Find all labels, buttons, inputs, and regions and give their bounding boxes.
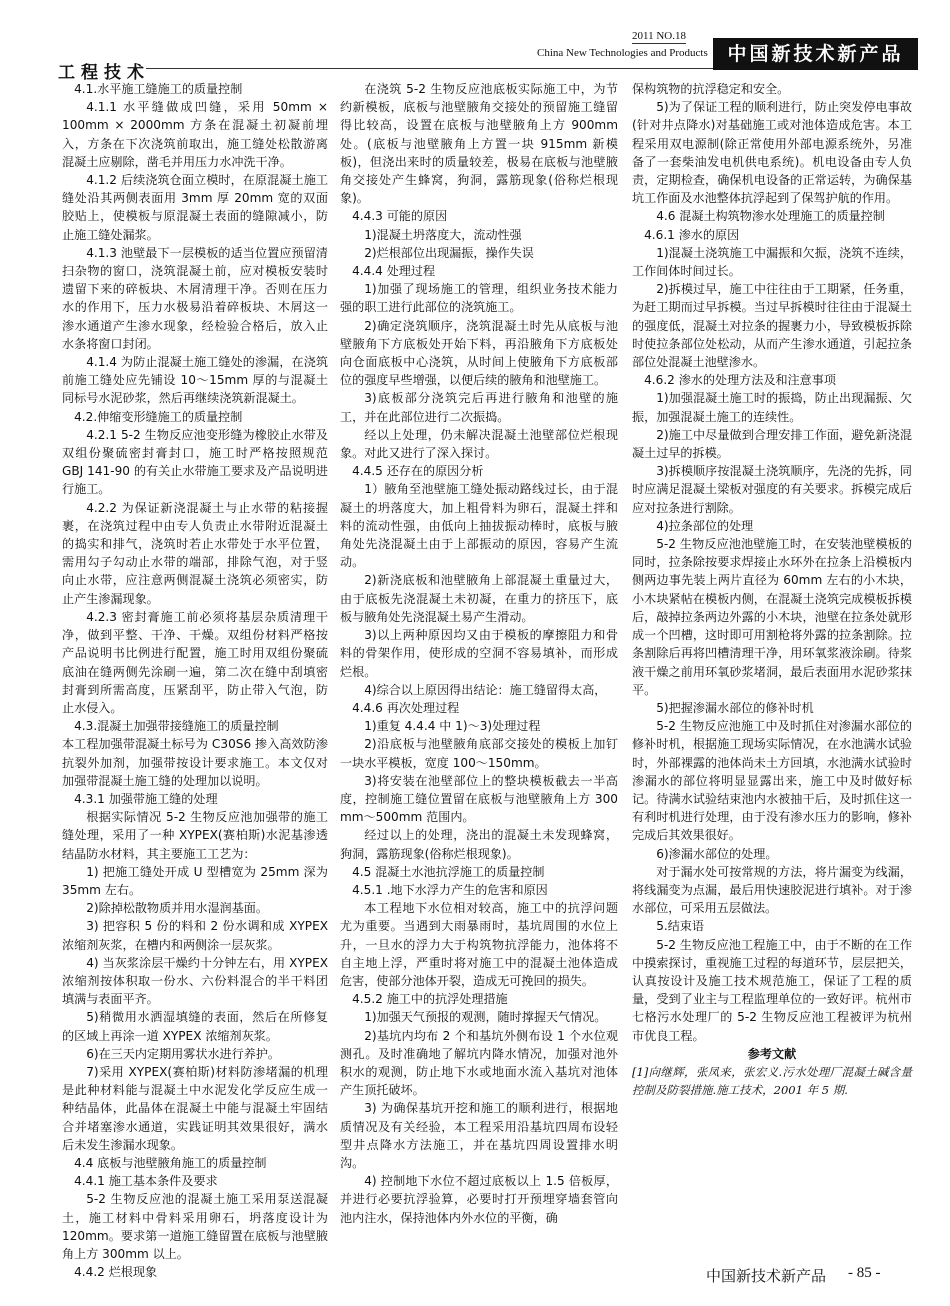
body-paragraph: 1)混凝土坍落度大，流动性强 (364, 227, 522, 242)
body-paragraph: 本工程地下水位相对较高，施工中的抗浮问题尤为重要。当遇到大雨暴雨时，基坑周围的水位上升，一旦水的浮力大于构筑物抗浮能力，池体将不自主地上浮，严重时将对施工中的混凝土池体造成危害，使部分池体开裂，造成无可挽回的损失。 (340, 901, 618, 988)
body-paragraph: 4.2.1 5-2 生物反应池变形缝为橡胶止水带及双组份聚硫密封膏封口，施工时严格按照规范 GBJ 141-90 的有关止水带施工要求及产品说明进行施工。 (62, 427, 328, 497)
body-paragraph: 2)基坑内均布 2 个和基坑外侧布设 1 个水位观测孔。及时准确地了解坑内降水情况，加强对池外积水的观测，防止地下水或地面水流入基坑对池体产生顶托破坏。 (340, 1028, 618, 1098)
body-paragraph: 5)稍微用水洒湿填缝的表面，然后在所修复的区域上再涂一道 XYPEX 浓缩剂灰浆。 (62, 1010, 328, 1043)
body-paragraph: 4.6 混凝土构筑物渗水处理施工的质量控制 (656, 209, 885, 224)
reference-entry: [1]向继辉，张凤来，张宏义.污水处理厂混凝土碱含量控制及防裂措施.施工技术，2001 年 5 期. (632, 1064, 912, 1098)
body-paragraph: 1)重复 4.4.4 中 1)～3)处理过程 (364, 719, 541, 734)
body-paragraph: 5)把握渗漏水部位的修补时机 (656, 700, 814, 715)
body-paragraph: 5-2 生物反应池池壁施工时，在安装池壁模板的同时，拉条除按要求焊接止水环外在拉条上沿模板内侧两边事先装上两片直径为 60mm 左右的小木块，小木块紧帖在模板内侧，在混凝土浇筑完成模板拆模后，敲掉拉条两边外露的小木块，池壁在拉条处就形成一个凹槽，这时即可用割枪将外露的拉条割除。拉条割除后再将凹槽清理干净，用环氧浆液涂刷。待浆液干燥之前用环氧砂浆堵洞，最后表面用水泥砂浆抹平。 (632, 537, 912, 697)
body-paragraph: 5)为了保证工程的顺利进行，防止突发停电事故(针对井点降水)对基础施工或对池体造成危害。本工程采用双电源制(除正常使用外部电源系统外，另准备了一套柴油发电机供电系统)。机电设备由专人负责，定期检查，确保机电设备的正常运转，为确保基坑工作面及水池整体抗浮起到了保驾护航的作用。 (632, 100, 912, 206)
body-paragraph: 3)以上两种原因均又由于模板的摩擦阻力和骨料的骨架作用，使形成的空洞不容易填补，而形成烂根。 (340, 628, 618, 679)
body-paragraph: 经以上处理，仍未解决混凝土池壁部位烂根现象。对此又进行了深入探讨。 (340, 427, 618, 461)
body-paragraph: 5-2 生物反应池施工中及时抓住对渗漏水部位的修补时机，根据施工现场实际情况，在水池满水试验时，外部裸露的池体尚未土方回填，水池满水试验时渗漏水的部位将明显显露出来，施工中及时做好标记。待满水试验结束池内水被抽干后，及时抓住这一有利时机进行处理，由于没有渗水压力的影响，修补完成后其效果很好。 (632, 719, 912, 843)
text-column-left (62, 80, 328, 1281)
body-paragraph: 对于漏水处可按常规的方法，将片漏变为线漏，将线漏变为点漏，最后用快速胶泥进行填补。对于渗水部位，可采用五层做法。 (632, 864, 912, 916)
journal-logo: 中国新技术新产品 (713, 38, 918, 70)
page-header (0, 0, 950, 83)
section-heading: 4.4.4 处理过程 (352, 264, 436, 279)
body-paragraph: 1)加强混凝土施工时的振捣，防止出现漏振、欠振，加强混凝土施工的连续性。 (632, 391, 912, 424)
body-paragraph: 4)综合以上原因得出结论：施工缝留得太高， (364, 682, 607, 697)
body-paragraph: 2)新浇底板和池壁腋角上部混凝土重量过大，由于底板先浇混凝土未初凝，在重力的挤压下，底板与腋角处先浇混凝土易产生滑动。 (340, 573, 618, 624)
section-heading: 4.4 底板与池壁腋角施工的质量控制 (74, 1155, 267, 1170)
body-paragraph: 5.结束语 (656, 919, 705, 934)
section-heading: 4.3.1 加强带施工缝的处理 (74, 791, 218, 806)
body-paragraph: 1) 把施工缝处开成 U 型槽宽为 25mm 深为 35mm 左右。 (62, 864, 328, 897)
body-paragraph: 7)采用 XYPEX(赛柏斯)材料防渗堵漏的机理是此种材料能与混凝土中水泥发化学反应生成一种结晶体，此晶体在混凝土中能与混凝土牢固结合并堵塞渗水通道，实践证明其效果很好，满水后未发生渗漏水现象。 (62, 1064, 328, 1152)
body-paragraph: 保构筑物的抗浮稳定和安全。 (632, 82, 790, 96)
body-paragraph: 1)加强天气预报的观测，随时撑握天气情况。 (364, 1010, 607, 1025)
body-paragraph: 4) 控制地下水位不超过底板以上 1.5 倍板厚，并进行必要抗浮验算，必要时打开预埋穿墙套管向池内注水，保持池体内外水位的平衡，确 (340, 1174, 618, 1225)
body-paragraph: 3) 为确保基坑开挖和施工的顺利进行，根据地质情况及有关经验，本工程采用沿基坑四周布设轻型井点降水方法施工，并在基坑四周设置排水明沟。 (340, 1101, 618, 1170)
body-paragraph: 2)除掉松散物质并用水湿润基面。 (86, 901, 268, 916)
journal-english-title: China New Technologies and Products (537, 47, 708, 59)
section-heading: 4.4.6 再次处理过程 (352, 700, 460, 715)
body-paragraph: 4.1.4 为防止混凝土施工缝处的渗漏，在浇筑前施工缝处应先铺设 10～15mm 厚的与混凝土同标号水泥砂浆，然后再继续浇筑新混凝土。 (62, 355, 328, 406)
body-paragraph: 4)拉条部位的处理 (656, 518, 754, 533)
body-paragraph: 4.1.1 水平缝做成凹缝，采用 50mm × 100mm × 2000mm 方条在混凝土初凝前埋入，方条在下次浇筑前取出，施工缝处松散游离混凝土应剔除，凿毛并用压力水冲洗干净。 (62, 100, 328, 169)
section-heading: 4.6.1 渗水的原因 (644, 227, 740, 242)
body-paragraph: 在浇筑 5-2 生物反应池底板实际施工中，为节约新模板，底板与池壁腋角交接处的预留施工缝留得比较高，设置在底板与池壁腋角上方 900mm 处。(底板与池壁腋角上方置一块 915mm 新模板)，但浇出来时的质量较差，极易在底板与池壁腋角交接处产生蜂窝，狗洞，露筋现象(俗称烂根现象)。 (340, 82, 618, 206)
body-paragraph: 4.2.2 为保证新浇混凝土与止水带的粘接握裹，在浇筑过程中由专人负责止水带附近混凝土的捣实和排气，浇筑时若止水带处于水平位置，需用勾子勾动止水带的端部，排除气泡，对于竖向止水带，应注意两侧混凝土浇筑必须密实，防止产生渗漏现象。 (62, 500, 328, 606)
references-heading: 参考文献 (747, 1046, 797, 1061)
body-paragraph: 1)加强了现场施工的管理，组织业务技术能力强的职工进行此部位的浇筑施工。 (340, 282, 618, 315)
section-heading: 4.4.5 还存在的原因分析 (352, 464, 484, 479)
body-paragraph: 4.1.3 池壁最下一层模板的适当位置应预留清扫杂物的窗口，浇筑混凝土前，应对模板安装时遗留下来的碎板块、木屑清理干净。否则在压力水的作用下，压力水极易沿着碎板块、木屑这一渗水通道产生渗水现象，经检验合格后，放入止水条将窗口封闭。 (62, 245, 328, 351)
section-heading: 4.5 混凝土水池抗浮施工的质量控制 (352, 864, 545, 879)
body-paragraph: 4) 当灰浆涂层干燥约十分钟左右，用 XYPEX 浓缩剂按体积取一份水、六份料混合的半干料团填满与表面平齐。 (62, 955, 328, 1007)
section-heading: 4.4.3 可能的原因 (352, 209, 448, 224)
body-paragraph: 4.2.3 密封膏施工前必须将基层杂质清理干净，做到平整、干净、干燥。双组份材料严格按产品说明书比例进行配置，施工时用双组份聚硫底油在缝两侧先涂刷一遍，第二次在缝中刮填密封膏到所需高度，压紧刮平，防止带入气泡，防止水侵入。 (62, 609, 328, 715)
body-paragraph: 5-2 生物反应池工程施工中，由于不断的在工作中摸索探讨，重视施工过程的每道环节，层层把关，认真按设计及施工技术规范施工，保证了工程的质量，受到了业主与工程监理单位的一致好评。杭州市七格污水处理厂的 5-2 生物反应池工程被评为杭州市优良工程。 (632, 937, 912, 1043)
header-rule (146, 68, 758, 69)
body-paragraph: 5-2 生物反应池的混凝土施工采用泵送混凝土，施工材料中骨料采用卵石，坍落度设计为 120mm。要求第一道施工缝留置在底板与池壁腋角上方 300mm 以上。 (62, 1192, 328, 1261)
section-heading: 4.1.水平施工缝施工的质量控制 (74, 82, 243, 96)
section-heading: 4.2.伸缩变形缝施工的质量控制 (74, 409, 243, 424)
footer-journal-name: 中国新技术新产品 (706, 1267, 827, 1285)
text-column-middle (340, 80, 618, 1227)
body-paragraph: 2)烂根部位出现漏振，操作失误 (364, 245, 534, 260)
issue-number: 2011 NO.18 (632, 30, 686, 42)
body-paragraph: 2)确定浇筑顺序，浇筑混凝土时先从底板与池壁腋角下方底板处开始下料，再沿腋角下方底板处向仓面底板中心浇筑，从时间上使腋角下方底板部位的强度早些增强，以便后续的腋角和池壁施工。 (340, 318, 618, 388)
body-paragraph: 经过以上的处理，浇出的混凝土未发现蜂窝，狗洞，露筋现象(俗称烂根现象)。 (340, 828, 618, 861)
body-paragraph: 3)将安装在池壁部位上的整块模板截去一半高度，控制施工缝位置留在底板与池壁腋角上方 300 mm～500mm 范围内。 (340, 773, 618, 825)
section-heading: 4.4.2 烂根现象 (74, 1265, 158, 1280)
page-footer (0, 1265, 950, 1295)
body-paragraph: 6)在三天内定期用雾状水进行养护。 (86, 1046, 281, 1061)
body-paragraph: 本工程加强带混凝土标号为 C30S6 掺入高效防渗抗裂外加剂，加强带按设计要求施工。本文仅对加强带混凝土施工缝的处理加以说明。 (62, 737, 328, 788)
section-title: 工程技术 (58, 63, 150, 83)
body-paragraph: 1)混凝土浇筑施工中漏振和欠振，浇筑不连续，工作间体时间过长。 (632, 245, 912, 279)
body-paragraph: 3)底板部分浇筑完后再进行腋角和池壁的施工，并在此部位进行二次振捣。 (340, 391, 618, 424)
body-paragraph: 1）腋角至池壁施工缝处振动路线过长，由于混凝土的坍落度大，加上粗骨料为卵石，混凝土拌和料的流动性强，由低向上抽拔振动棒时，底板与腋角处先浇混凝土由于上部振动的原因，容易产生流动。 (340, 482, 618, 570)
body-paragraph: 3) 把容积 5 份的料和 2 份水调和成 XYPEX 浓缩剂灰浆，在槽内和两侧涂一层灰浆。 (62, 919, 328, 952)
body-paragraph: 6)渗漏水部位的处理。 (656, 846, 778, 861)
body-paragraph: 3)拆模顺序按混凝土浇筑顺序，先浇的先拆，同时应满足混凝土梁板对强度的有关要求。拆模完成后应对拉条进行割除。 (632, 464, 912, 515)
body-paragraph: 2)施工中尽量做到合理安排工作面，避免新浇混凝土过早的拆模。 (632, 427, 912, 461)
body-paragraph: 2)沿底板与池壁腋角底部交接处的模板上加钉一块水平模板，宽度 100～150mm。 (340, 737, 618, 770)
body-paragraph: 2)拆模过早，施工中往往由于工期紧，任务重，为赶工期而过早拆模。当过早拆模时往往由于混凝土的强度低，混凝土对拉条的握裹力小，导致模板拆除时使拉条部位处松动，从而产生渗水通道，引起拉条部位处混凝土池壁渗水。 (632, 282, 912, 370)
page-number: - 85 - (848, 1265, 881, 1281)
section-heading: 4.3.混凝土加强带接缝施工的质量控制 (74, 719, 279, 734)
section-heading: 4.5.1 .地下水浮力产生的危害和原因 (352, 882, 548, 897)
body-paragraph: 根据实际情况 5-2 生物反应池加强带的施工缝处理，采用了一种 XYPEX(赛柏斯)水泥基渗透结晶防水材料，其主要施工工艺为： (62, 810, 328, 861)
section-heading: 4.4.1 施工基本条件及要求 (74, 1174, 218, 1189)
section-heading: 4.5.2 施工中的抗浮处理措施 (352, 992, 508, 1007)
section-heading: 4.6.2 渗水的处理方法及和注意事项 (644, 373, 836, 388)
body-paragraph: 4.1.2 后续浇筑仓面立模时，在原混凝土施工缝处沿其两侧表面用 3mm 厚 20mm 宽的双面胶贴上，使模板与原混凝土表面的缝隙减小，防止施工缝处漏浆。 (62, 173, 328, 242)
text-column-right (632, 80, 912, 1099)
